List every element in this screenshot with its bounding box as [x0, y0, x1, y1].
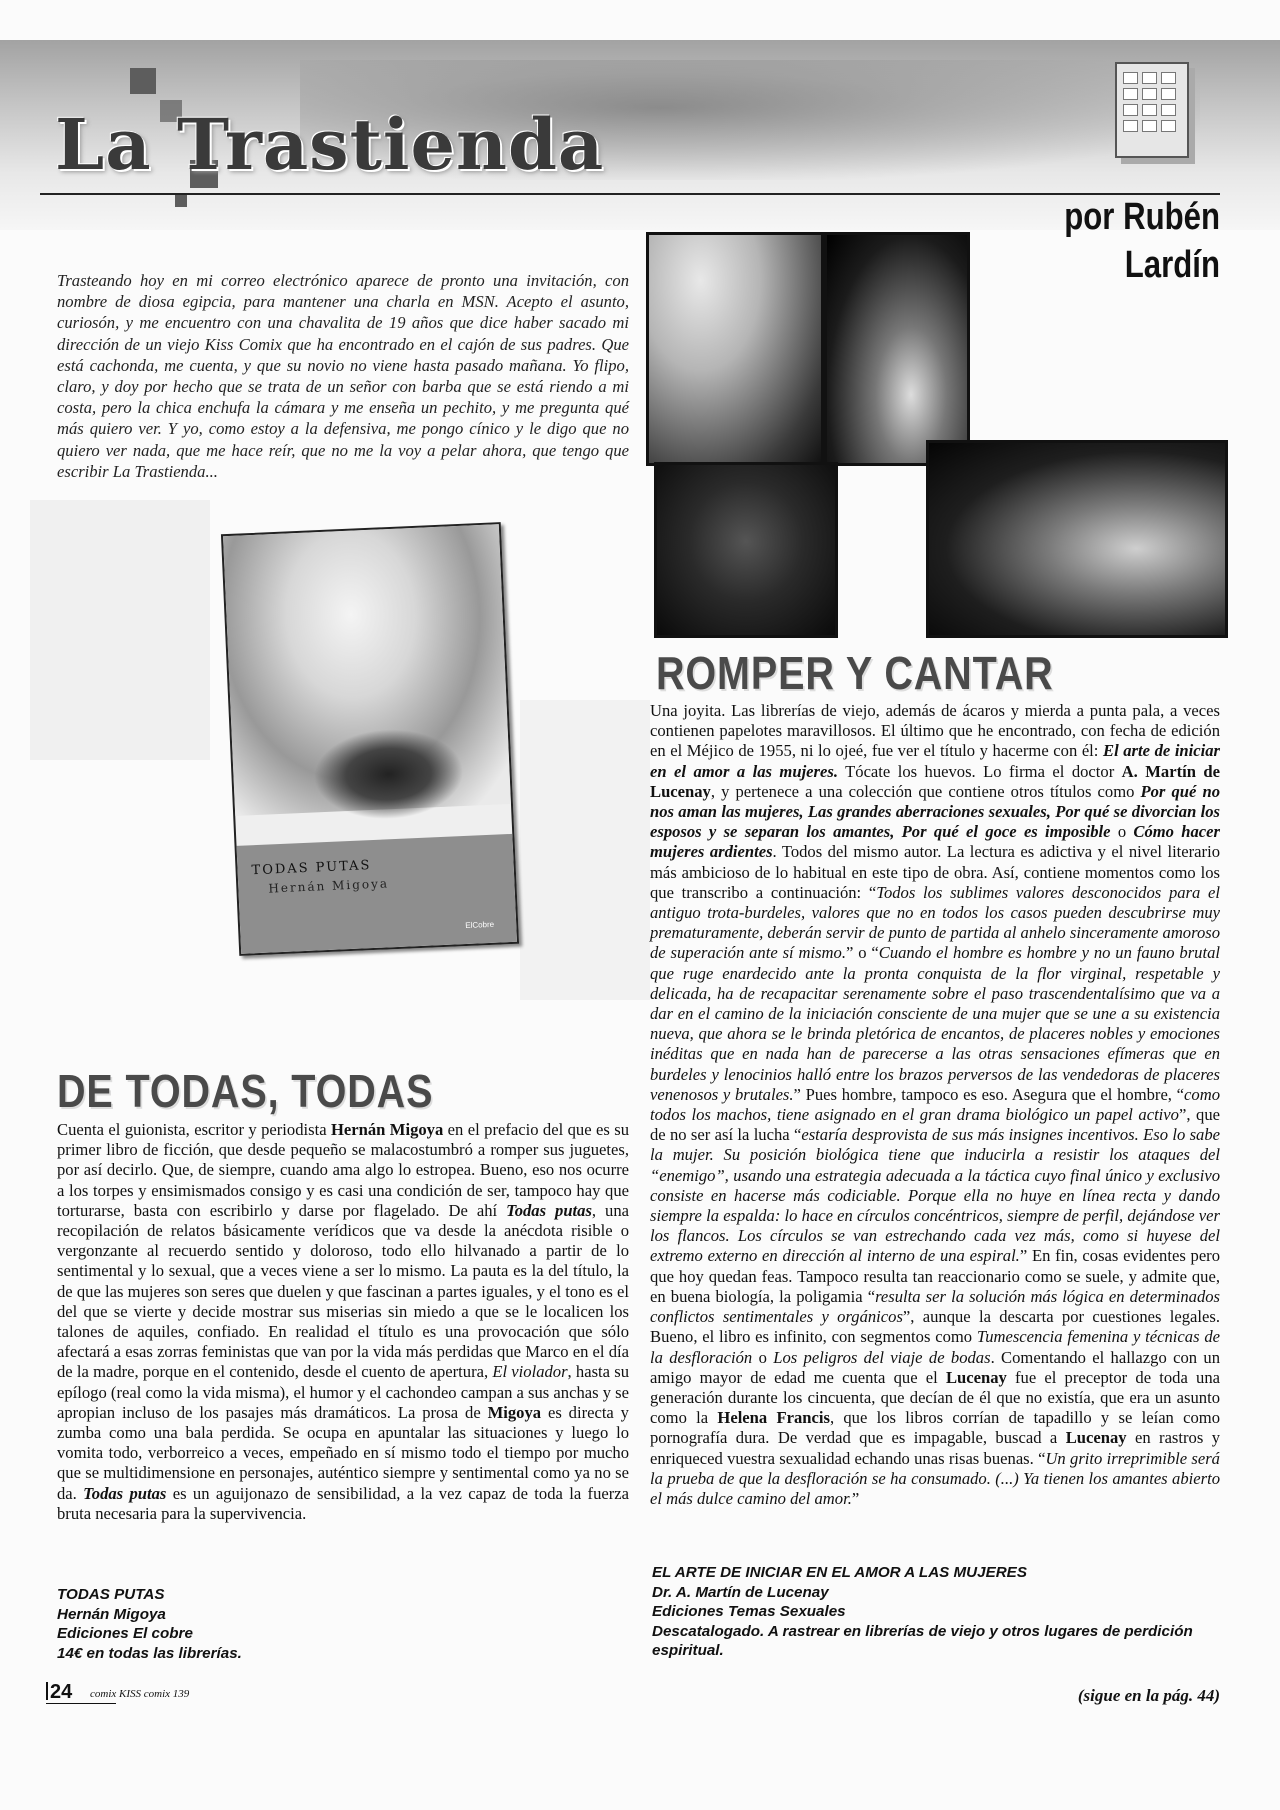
cover-publisher: ElCobre [465, 919, 495, 931]
article-de-todas-todas-body: Cuenta el guionista, escritor y periodista Hernán Migoya en el prefacio del que es su primer libro de ficción, que desde pequeño se malacostumbró a romper sus juguetes, por así decirlo. Que, de siempre, cuando ama algo lo estropea. Bueno, eso nos ocurre a los torpes y ensimismados consigo y es casi una condición de ser, tampoco hay que torturarse, basta con escribirlo y darse por flagelado. De ahí Todas putas, una recopilación de relatos básicamente verídicos que va desde la anécdota risible o vergonzante al recuerdo sentido y doloroso, todo ello hilvanado a partir de lo sentimental y lo sexual, que a veces viene a ser lo mismo. La pauta es la del título, la de que las mujeres son seres que duelen y que fascinan a partes iguales, y el tono es el del que se vierte y decide mostrar sus miserias sin miedo a que se le localicen los talones de aquiles, confiado. En realidad el título es una provocación que sólo afectará a esas zorras feministas que van por la vida más perdidas que Marco en el día de la madre, porque en el contenido, desde el cuento de apertura, El violador, hasta su epílogo (real como la vida misma), el humor y el cachondeo campan a sus anchas y se apropian incluso de los pasajes más dramáticos. La prosa de Migoya es directa y zumba como una bala perdida. Se ocupa en apuntalar las situaciones y luego lo vomita todo, verborreico a veces, empeñado en sí mismo todo el tiempo por mucho que se multidimensione en personajes, auténtico siempre y sentimental como ya no se da. Todas putas es un aguijonazo de sensibilidad, a la vez capaz de toda la fuerza bruta necesaria para la supervivencia. [57, 1120, 630, 1523]
credit-title: TODAS PUTAS [57, 1586, 165, 1603]
page-number: 24 [50, 1681, 73, 1703]
photo-reclining-figure [926, 440, 1228, 638]
credit-author: Dr. A. Martín de Lucenay [652, 1583, 829, 1601]
background-shape [520, 700, 650, 1000]
page-number-rule [46, 1682, 48, 1700]
background-shape [30, 500, 210, 760]
masthead-title: La Trastienda [55, 103, 605, 186]
credits-romper-y-cantar [652, 1563, 1222, 1661]
credit-title: EL ARTE DE INICIAR EN EL AMOR A LAS MUJERES [652, 1564, 1027, 1581]
book-cover-todas-putas [221, 522, 519, 956]
credit-price: 14€ en todas las librerías. [57, 1644, 242, 1662]
photo-closeup [654, 462, 838, 638]
cover-author: Hernán Migoya [268, 876, 390, 896]
byline: por Rubén Lardín [1064, 196, 1220, 286]
photo-hand [646, 232, 824, 466]
cover-stockings-illustration [312, 726, 466, 822]
heading-romper-y-cantar: ROMPER Y CANTAR [656, 647, 1054, 699]
heading-de-todas-todas: DE TODAS, TODAS [57, 1065, 434, 1117]
magazine-issue: comix KISS comix 139 [90, 1688, 190, 1700]
credit-author: Hernán Migoya [57, 1605, 166, 1623]
cover-title: TODAS PUTAS [251, 858, 372, 879]
footer-rule [46, 1703, 116, 1704]
intro-paragraph: Trasteando hoy en mi correo electrónico aparece de pronto una invitación, con nombre de diosa egipcia, para mantener una charla en MSN. Acepto el asunto, curiosón, y me encuentro con una chavalita de 19 años que dice haber sacado mi dirección de un viejo Kiss Comix que ha encontrado en el cajón de sus padres. Que está cachonda, me cuenta, y que su novio no viene hasta pasado mañana. Yo flipo, claro, y doy por hecho que se trata de un señor con barba que se está riendo a mi costa, pero la chica enchufa la cámara y me enseña un pechito, y me pregunta qué más quiero ver. Y yo, como estoy a la defensiva, me pongo cínico y le digo que no quiero ver nada, que me hace reír, que no me la voy a pelar ahora, que tengo que escribir La Trastienda... [57, 271, 629, 481]
photo-bondage [824, 232, 970, 466]
article-romper-y-cantar-body: Una joyita. Las librerías de viejo, además de ácaros y mierda a punta pala, a veces contienen papelotes maravillosos. El último que he encontrado, con fecha de edición en el Méjico de 1955, ni lo ojeé, fue ver el título y hacerme con él: El arte de iniciar en el amor a las mujeres. Tócate los huevos. Lo firma el doctor A. Martín de Lucenay, y pertenece a una colección que contiene otros títulos como Por qué no nos aman las mujeres, Las grandes aberraciones sexuales, Por qué se divorcian los esposos y se separan los amantes, Por qué el goce es imposible o Cómo hacer mujeres ardientes. Todos del mismo autor. La lectura es adictiva y el nivel literario más ambicioso de lo habitual en este tipo de obra. Así, contiene momentos como los que transcribo a continuación: “Todos los sublimes valores desconocidos para el antiguo trota-burdeles, valores que no en todos los casos pueden descubrirse muy prematuramente, deberán servir de punto de partida al anhelo sinceramente amoroso de superación ante sí mismo.” o “Cuando el hombre es hombre y no un fauno brutal que ruge enardecido ante la pronta conquista de la flor virginal, respetable y delicada, ha de recapacitar serenamente sobre el paso trascendentalísimo que va a dar en el camino de la iniciación consciente de una mujer que se une a su existencia nueva, que ahora se le brinda pletórica de encantos, de placeres nobles y emociones inéditas que en nada han de parecerse a las otras sensaciones efímeras que en burdeles y lenocinios halló entre los brazos perversos de las vendedoras de placeres venenosos y brutales.” Pues hombre, tampoco es eso. Asegura que el hombre, “como todos los machos, tiene asignado en el gran drama biológico un papel activo”, que de no ser así la lucha “estaría desprovista de sus más insignes incentivos. Eso lo sabe la mujer. Su posición biológica tiene que inducirla a resistir los ataques del “enemigo”, usando una estrategia adecuada a la táctica cuyo final único y exclusivo consiste en hacerse más codiciable. Porque ella no huye en línea recta y dando siempre la espalda: lo hace en círculos concéntricos, siempre de perfil, dejándose ver los flancos. Los círculos se van estrechando cada vez más, como si huyese del extremo externo en dirección al interno de una espiral.” En fin, cosas evidentes pero que hoy quedan feas. Tampoco resulta tan reaccionario como se suele, y admite que, en buena biología, la poligamia “resulta ser la solución más lógica en determinados conflictos sentimentales y orgánicos”, aunque la descarta por cuestiones legales. Bueno, el libro es infinito, con segmentos como Tumescencia femenina y técnicas de la desfloración o Los peligros del viaje de bodas. Comentando el hallazgo con un amigo mayor de edad me cuenta que el Lucenay fue el preceptor de toda una generación durante los cincuenta, que decían de él que no existía, que era un asunto como la Helena Francis, que los libros corrían de tapadillo y se leían como pornografía dura. De verdad que es impagable, buscad a Lucenay en rastros y enriqueced vuestra sexualidad echando unas risas buenas. “Un grito irreprimible será la prueba de que la desfloración se ha consumado. (...) Ya tienen los amantes abierto el más dulce camino del amor.” [650, 701, 1221, 1508]
credit-publisher: Ediciones Temas Sexuales [652, 1603, 846, 1621]
bookshelf-icon [1115, 62, 1189, 158]
credit-availability: Descatalogado. A rastrear en librerías de viejo y otros lugares de perdición espiritual. [652, 1622, 1193, 1660]
credit-publisher: Ediciones El cobre [57, 1625, 193, 1643]
continued-note: (sigue en la pág. 44) [1077, 1686, 1220, 1705]
credits-de-todas-todas [57, 1585, 357, 1663]
